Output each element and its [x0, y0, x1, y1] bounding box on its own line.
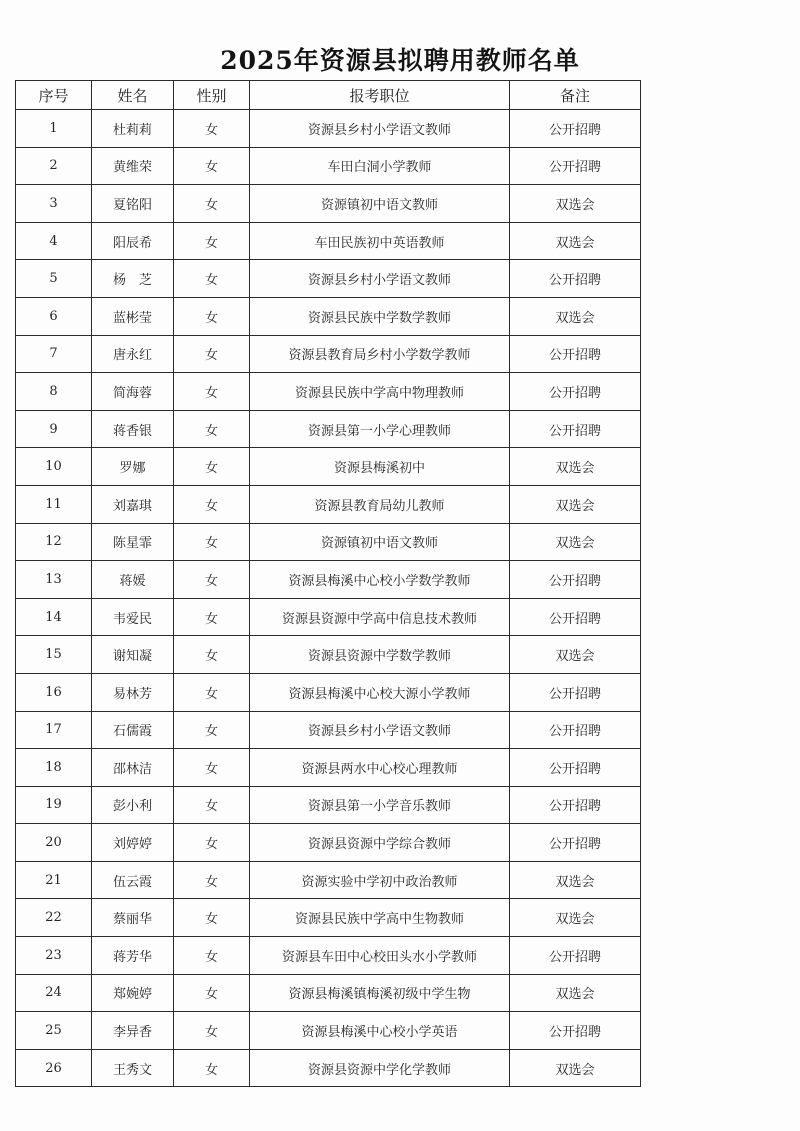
cell-number: 25 [16, 1012, 92, 1050]
cell-name: 蒋芳华 [92, 937, 174, 975]
cell-name: 彭小利 [92, 786, 174, 824]
table-row [16, 598, 641, 636]
cell-gender: 女 [174, 1049, 250, 1087]
cell-number: 19 [16, 786, 92, 824]
header-gender: 性别 [174, 81, 250, 110]
cell-note: 公开招聘 [510, 937, 641, 975]
cell-note: 双选会 [510, 899, 641, 937]
cell-name: 蒋媛 [92, 561, 174, 599]
cell-position: 资源县教育局乡村小学数学教师 [250, 335, 510, 373]
cell-name: 阳辰希 [92, 222, 174, 260]
table-row [16, 485, 641, 523]
cell-position: 车田民族初中英语教师 [250, 222, 510, 260]
cell-number: 13 [16, 561, 92, 599]
cell-gender: 女 [174, 373, 250, 411]
cell-gender: 女 [174, 711, 250, 749]
cell-gender: 女 [174, 335, 250, 373]
cell-gender: 女 [174, 185, 250, 223]
cell-note: 双选会 [510, 222, 641, 260]
cell-note: 双选会 [510, 485, 641, 523]
cell-gender: 女 [174, 448, 250, 486]
cell-note: 公开招聘 [510, 147, 641, 185]
cell-number: 20 [16, 824, 92, 862]
cell-position: 资源县乡村小学语文教师 [250, 260, 510, 298]
cell-position: 资源县第一小学心理教师 [250, 410, 510, 448]
cell-note: 双选会 [510, 448, 641, 486]
cell-name: 刘婷婷 [92, 824, 174, 862]
cell-name: 杜莉莉 [92, 110, 174, 148]
cell-gender: 女 [174, 749, 250, 787]
cell-name: 简海蓉 [92, 373, 174, 411]
cell-note: 双选会 [510, 636, 641, 674]
cell-note: 双选会 [510, 974, 641, 1012]
cell-position: 资源县梅溪中心校小学英语 [250, 1012, 510, 1050]
cell-gender: 女 [174, 110, 250, 148]
cell-name: 蔡丽华 [92, 899, 174, 937]
cell-name: 杨 芝 [92, 260, 174, 298]
cell-note: 双选会 [510, 185, 641, 223]
cell-number: 9 [16, 410, 92, 448]
cell-number: 17 [16, 711, 92, 749]
cell-position: 资源县梅溪镇梅溪初级中学生物 [250, 974, 510, 1012]
cell-number: 11 [16, 485, 92, 523]
cell-name: 刘嘉琪 [92, 485, 174, 523]
table-row [16, 373, 641, 411]
cell-position: 资源县民族中学高中物理教师 [250, 373, 510, 411]
cell-name: 石儒霞 [92, 711, 174, 749]
cell-note: 公开招聘 [510, 598, 641, 636]
cell-number: 22 [16, 899, 92, 937]
cell-number: 15 [16, 636, 92, 674]
cell-number: 3 [16, 185, 92, 223]
cell-note: 公开招聘 [510, 711, 641, 749]
table-row [16, 523, 641, 561]
cell-number: 24 [16, 974, 92, 1012]
cell-name: 黄维荣 [92, 147, 174, 185]
cell-number: 18 [16, 749, 92, 787]
teacher-roster-table [15, 80, 641, 1087]
cell-number: 12 [16, 523, 92, 561]
cell-note: 公开招聘 [510, 335, 641, 373]
cell-name: 蓝彬莹 [92, 297, 174, 335]
cell-position: 资源县乡村小学语文教师 [250, 711, 510, 749]
cell-number: 23 [16, 937, 92, 975]
cell-name: 蒋香银 [92, 410, 174, 448]
cell-number: 8 [16, 373, 92, 411]
cell-gender: 女 [174, 1012, 250, 1050]
cell-number: 26 [16, 1049, 92, 1087]
table-row [16, 297, 641, 335]
cell-name: 韦爱民 [92, 598, 174, 636]
cell-gender: 女 [174, 297, 250, 335]
cell-note: 双选会 [510, 861, 641, 899]
cell-gender: 女 [174, 786, 250, 824]
cell-note: 双选会 [510, 297, 641, 335]
cell-note: 公开招聘 [510, 786, 641, 824]
cell-position: 资源镇初中语文教师 [250, 185, 510, 223]
cell-name: 伍云霞 [92, 861, 174, 899]
cell-gender: 女 [174, 899, 250, 937]
cell-position: 资源县教育局幼儿教师 [250, 485, 510, 523]
cell-number: 16 [16, 673, 92, 711]
cell-gender: 女 [174, 523, 250, 561]
cell-note: 公开招聘 [510, 1012, 641, 1050]
cell-note: 公开招聘 [510, 673, 641, 711]
cell-position: 资源县车田中心校田头水小学教师 [250, 937, 510, 975]
cell-gender: 女 [174, 861, 250, 899]
cell-gender: 女 [174, 222, 250, 260]
cell-position: 车田白洞小学教师 [250, 147, 510, 185]
table-row [16, 260, 641, 298]
cell-note: 公开招聘 [510, 824, 641, 862]
cell-name: 唐永红 [92, 335, 174, 373]
cell-gender: 女 [174, 974, 250, 1012]
table-row [16, 335, 641, 373]
cell-name: 谢知凝 [92, 636, 174, 674]
cell-number: 10 [16, 448, 92, 486]
table-row [16, 786, 641, 824]
table-row [16, 861, 641, 899]
cell-gender: 女 [174, 937, 250, 975]
header-row [16, 81, 641, 110]
cell-note: 公开招聘 [510, 749, 641, 787]
cell-note: 公开招聘 [510, 110, 641, 148]
cell-gender: 女 [174, 410, 250, 448]
cell-position: 资源县民族中学数学教师 [250, 297, 510, 335]
cell-position: 资源县乡村小学语文教师 [250, 110, 510, 148]
cell-name: 王秀文 [92, 1049, 174, 1087]
cell-gender: 女 [174, 824, 250, 862]
table-row [16, 410, 641, 448]
table-row [16, 937, 641, 975]
cell-number: 5 [16, 260, 92, 298]
cell-position: 资源县资源中学高中信息技术教师 [250, 598, 510, 636]
cell-position: 资源县梅溪初中 [250, 448, 510, 486]
cell-gender: 女 [174, 260, 250, 298]
table-row [16, 222, 641, 260]
cell-position: 资源县资源中学数学教师 [250, 636, 510, 674]
header-position: 报考职位 [250, 81, 510, 110]
table-row [16, 1049, 641, 1087]
table-row [16, 110, 641, 148]
table-header [16, 81, 641, 110]
cell-name: 邵林洁 [92, 749, 174, 787]
cell-number: 4 [16, 222, 92, 260]
cell-position: 资源县资源中学综合教师 [250, 824, 510, 862]
cell-gender: 女 [174, 673, 250, 711]
cell-note: 公开招聘 [510, 561, 641, 599]
cell-position: 资源县梅溪中心校小学数学教师 [250, 561, 510, 599]
cell-position: 资源县两水中心校心理教师 [250, 749, 510, 787]
table-row [16, 185, 641, 223]
cell-number: 6 [16, 297, 92, 335]
cell-number: 2 [16, 147, 92, 185]
table-row [16, 448, 641, 486]
cell-note: 公开招聘 [510, 373, 641, 411]
cell-gender: 女 [174, 147, 250, 185]
cell-position: 资源镇初中语文教师 [250, 523, 510, 561]
table-row [16, 749, 641, 787]
table-body [16, 110, 641, 1087]
table-row [16, 561, 641, 599]
table-row [16, 636, 641, 674]
cell-position: 资源县民族中学高中生物教师 [250, 899, 510, 937]
cell-position: 资源县梅溪中心校大源小学教师 [250, 673, 510, 711]
cell-number: 7 [16, 335, 92, 373]
cell-name: 郑婉婷 [92, 974, 174, 1012]
cell-note: 公开招聘 [510, 410, 641, 448]
cell-gender: 女 [174, 636, 250, 674]
cell-gender: 女 [174, 485, 250, 523]
cell-position: 资源实验中学初中政治教师 [250, 861, 510, 899]
table-row [16, 899, 641, 937]
document-title: 2025年资源县拟聘用教师名单 [220, 46, 580, 75]
cell-gender: 女 [174, 561, 250, 599]
table-row [16, 147, 641, 185]
table-row [16, 824, 641, 862]
cell-number: 1 [16, 110, 92, 148]
header-name: 姓名 [92, 81, 174, 110]
table-row [16, 1012, 641, 1050]
cell-note: 双选会 [510, 1049, 641, 1087]
cell-note: 公开招聘 [510, 260, 641, 298]
cell-position: 资源县资源中学化学教师 [250, 1049, 510, 1087]
cell-name: 陈星霏 [92, 523, 174, 561]
cell-name: 罗娜 [92, 448, 174, 486]
cell-gender: 女 [174, 598, 250, 636]
table-row [16, 711, 641, 749]
cell-name: 易林芳 [92, 673, 174, 711]
table-row [16, 673, 641, 711]
table-row [16, 974, 641, 1012]
cell-name: 夏铭阳 [92, 185, 174, 223]
cell-name: 李异香 [92, 1012, 174, 1050]
cell-number: 14 [16, 598, 92, 636]
header-note: 备注 [510, 81, 641, 110]
cell-number: 21 [16, 861, 92, 899]
cell-position: 资源县第一小学音乐教师 [250, 786, 510, 824]
header-number: 序号 [16, 81, 92, 110]
cell-note: 双选会 [510, 523, 641, 561]
